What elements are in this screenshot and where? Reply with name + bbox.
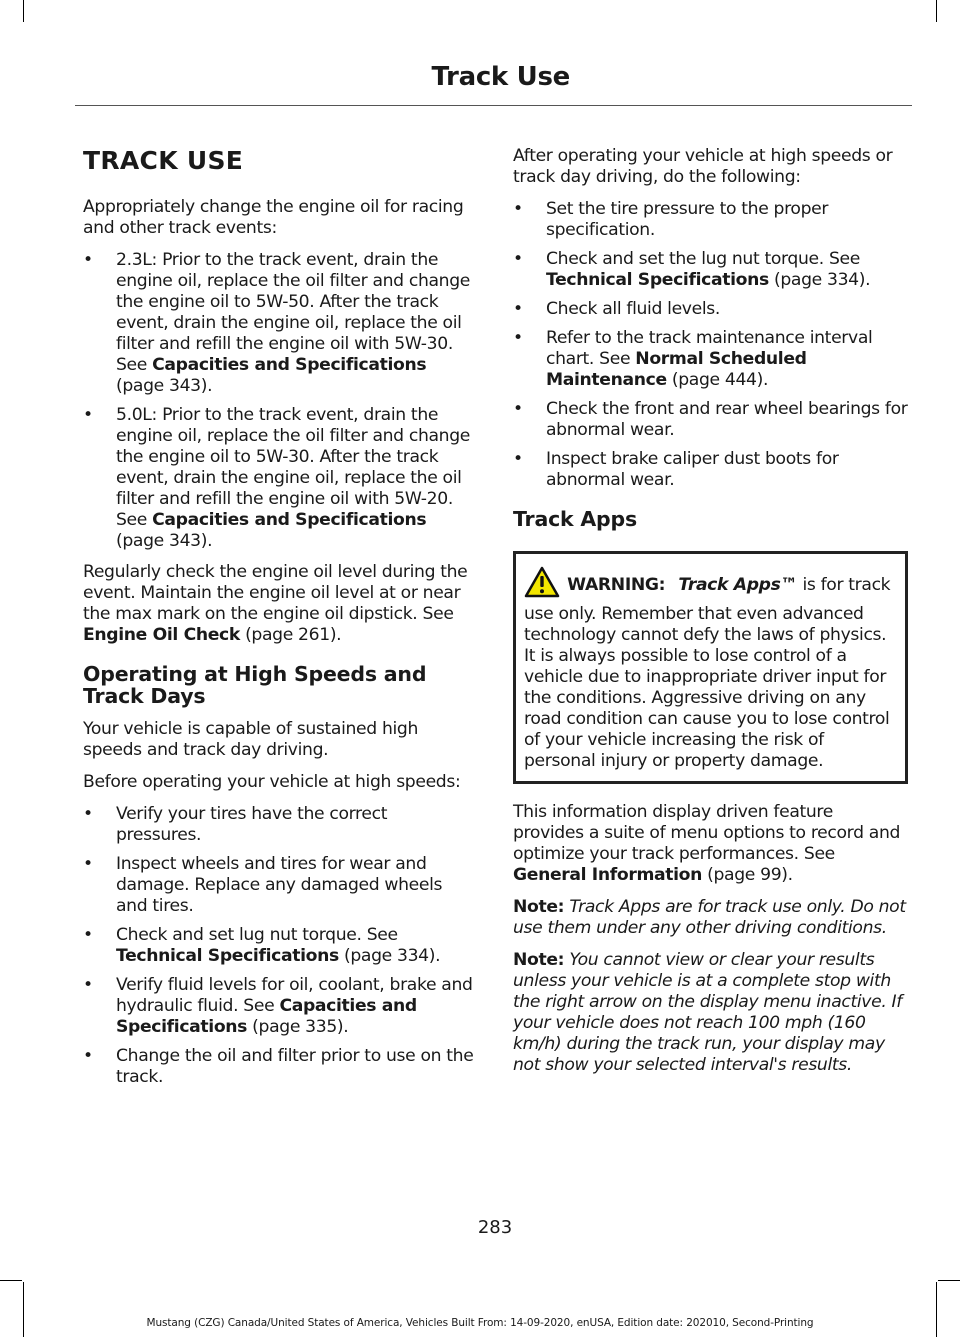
list-item: [513, 299, 908, 320]
note-text: You cannot view or clear your results unless your vehicle is at a complete stop with the right arrow on the display menu inactive. If your vehicle does not reach 100 mph (160 km/h) during the track run, your display may not show your selected interval's results.: [513, 949, 902, 1075]
before-high-speed-list: [83, 804, 476, 1088]
warning-text: [524, 566, 897, 772]
note-view-results: [513, 950, 908, 1076]
before-high-speed-paragraph: Before operating your vehicle at high speeds:: [83, 772, 461, 793]
list-item-text: Inspect wheels and tires for wear and damage. Replace any damaged wheels and tires.: [116, 854, 443, 917]
after-high-speed-paragraph: After operating your vehicle at high speeds or track day driving, do the following:: [513, 146, 893, 187]
subsection-heading: Operating at High Speeds and Track Days: [83, 662, 427, 708]
cross-reference-link[interactable]: General Information: [513, 864, 703, 885]
left-column: [83, 146, 476, 1098]
list-item-text: Check and set the lug nut torque. See: [546, 249, 860, 269]
cross-reference-link[interactable]: Engine Oil Check: [83, 625, 240, 645]
list-item: [83, 925, 476, 967]
list-item: [513, 199, 908, 241]
right-column: [513, 146, 908, 1087]
warning-body: is for track use only. Remember that even advanced technology cannot defy the laws of physics. It is always possible to lose control of a vehicle due to inappropriate driver input for the conditions. Aggressive driving on any road condition can cause you to lose control of your vehicle increasing the risk of personal injury or property damage.: [524, 574, 891, 771]
page-reference: (page 343).: [116, 376, 213, 396]
crop-mark-top-right: [936, 0, 937, 22]
crop-mark-bottom-right: [938, 1280, 960, 1281]
section-heading: TRACK USE: [83, 146, 244, 175]
page-reference: (page 343).: [116, 531, 213, 551]
list-item-text: Refer to the track maintenance interval chart. See: [546, 328, 873, 369]
note-label: Note:: [513, 949, 565, 970]
page-number: 283: [477, 1217, 513, 1238]
page-reference: (page 335).: [247, 1017, 349, 1038]
list-item: [513, 399, 908, 441]
cross-reference-link[interactable]: Capacities and Specifications: [116, 996, 417, 1038]
page-footer: Mustang (CZG) Canada/United States of America, Vehicles Built From: 14-09-2020, enUSA, Edition date: 202010, Second-Printing: [146, 1317, 814, 1329]
cross-reference-link[interactable]: Capacities and Specifications: [152, 355, 427, 375]
capability-paragraph: Your vehicle is capable of sustained high speeds and track day driving.: [83, 719, 419, 761]
paragraph-text: Regularly check the engine oil level during the event. Maintain the engine oil level at or near the max mark on the engine oil dipstick. See: [83, 562, 468, 624]
note-track-only: [513, 897, 908, 939]
crop-mark-top-left: [23, 0, 24, 22]
cross-reference-link[interactable]: Capacities and Specifications: [152, 510, 427, 530]
list-item: [513, 249, 908, 291]
warning-triangle-icon: [524, 566, 560, 604]
page-reference: (page 444).: [666, 370, 769, 390]
cross-reference-link[interactable]: Normal Scheduled Maintenance: [546, 349, 807, 390]
note-label: Note:: [513, 896, 565, 917]
oil-change-list: [83, 250, 476, 552]
list-item-text: Change the oil and filter prior to use on the track.: [116, 1046, 474, 1088]
cross-reference-link[interactable]: Technical Specifications: [546, 270, 769, 290]
page-reference: (page 99).: [702, 864, 793, 885]
list-item: [513, 449, 908, 491]
track-apps-heading: Track Apps: [513, 507, 638, 531]
page-reference: (page 261).: [239, 625, 342, 645]
page-reference: (page 334).: [338, 946, 441, 967]
list-item-text: 2.3L: Prior to the track event, drain the engine oil, replace the oil filter and change the engine oil to 5W-50. After the track event, drain the engine oil, replace the oil filter and refill the engine oil with 5W-30. See: [116, 250, 470, 375]
list-item: [513, 328, 908, 391]
intro-paragraph: Appropriately change the engine oil for racing and other track events:: [83, 197, 464, 238]
list-item: [83, 250, 476, 397]
paragraph-text: This information display driven feature provides a suite of menu options to record and optimize your track performances. See: [513, 801, 901, 864]
list-item-text: Check all fluid levels.: [546, 299, 720, 319]
list-item: [83, 975, 476, 1038]
note-text: Track Apps are for track use only. Do not use them under any other driving conditions.: [513, 896, 906, 938]
list-item-text: Check the front and rear wheel bearings for abnormal wear.: [546, 399, 908, 440]
list-item-text: Set the tire pressure to the proper specification.: [546, 199, 829, 240]
page-header-title: Track Use: [431, 62, 570, 92]
warning-box: [513, 551, 908, 784]
cross-reference-link[interactable]: Technical Specifications: [116, 946, 339, 967]
list-item: [83, 804, 476, 846]
list-item: [83, 405, 476, 552]
warning-label: WARNING:: [567, 574, 666, 595]
crop-mark-bottom-left: [0, 1280, 22, 1281]
list-item-text: 5.0L: Prior to the track event, drain the engine oil, replace the oil filter and change the engine oil to 5W-30. After the track event, drain the engine oil, replace the oil filter and refill the engine oil with 5W-20. See: [116, 405, 470, 530]
list-item-text: Check and set lug nut torque. See: [116, 925, 398, 946]
warning-product-name: Track Apps™: [678, 574, 798, 595]
oil-level-paragraph: [83, 562, 476, 646]
page-reference: (page 334).: [768, 270, 871, 290]
list-item-text: Inspect brake caliper dust boots for abnormal wear.: [546, 449, 839, 490]
list-item: [83, 854, 476, 917]
list-item: [83, 1046, 476, 1088]
list-item-text: Verify your tires have the correct pressures.: [116, 804, 388, 846]
after-high-speed-list: [513, 199, 908, 491]
track-apps-paragraph: [513, 802, 908, 886]
list-item-text: Verify fluid levels for oil, coolant, brake and hydraulic fluid. See: [116, 975, 473, 1017]
header-divider: [75, 105, 912, 106]
